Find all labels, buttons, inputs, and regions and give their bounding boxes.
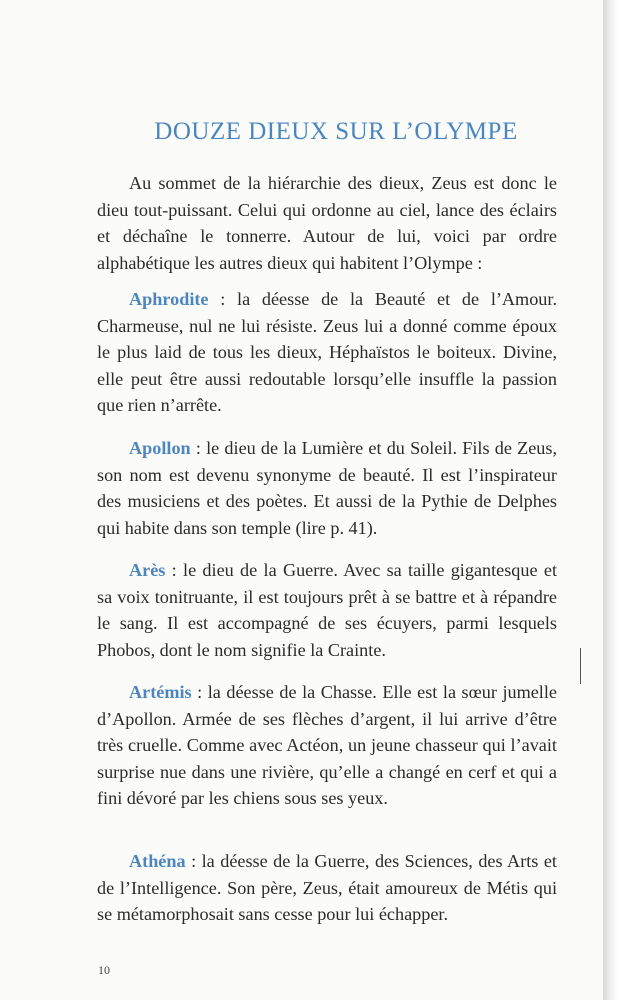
god-description: : la déesse de la Chasse. Elle est la sœur jumelle d’Apollon. Armée de ses flèches d’argent, il lui arrive d’être très cruelle. Comme avec Actéon, un jeune chasseur qui l’avait surprise nue dans une rivière, qu’elle a changé en cerf et qui a fini dévoré par les chiens sous ses yeux.: [97, 682, 557, 808]
god-name: Apollon: [129, 438, 191, 458]
god-name: Athéna: [129, 851, 186, 871]
god-entry-ares: [97, 557, 557, 663]
god-name: Aphrodite: [129, 289, 209, 309]
god-name: Artémis: [129, 682, 192, 702]
god-description: : la déesse de la Beauté et de l’Amour. Charmeuse, nul ne lui résiste. Zeus lui a donné comme époux le plus laid de tous les dieux, Héphaïstos le boiteux. Divine, elle peut être aussi redoutable lorsqu’elle insuffle la passion que rien n’arrête.: [97, 289, 557, 415]
god-entry-artemis: [97, 679, 557, 812]
god-description: : la déesse de la Guerre, des Sciences, des Arts et de l’Intelligence. Son père, Zeus, était amoureux de Métis qui se métamorphosait sans cesse pour lui échapper.: [97, 851, 557, 924]
god-description: : le dieu de la Guerre. Avec sa taille gigantesque et sa voix tonitruante, il est toujours prêt à se battre et à répandre le sang. Il est accompagné de ses écuyers, parmi lesquels Phobos, dont le nom signifie la Crainte.: [97, 560, 557, 660]
page-number: 10: [98, 963, 110, 977]
god-entry-aphrodite: [97, 286, 557, 419]
god-entry-athena: [97, 848, 557, 928]
page-edge-shadow: [603, 0, 618, 1000]
intro-text: Au sommet de la hiérarchie des dieux, Zeus est donc le dieu tout-puissant. Celui qui ordonne au ciel, lance des éclairs et déchaîne le tonnerre. Autour de lui, voici par ordre alphabétique les autres dieux qui habitent l’Olympe :: [97, 173, 557, 273]
page-title: DOUZE DIEUX SUR L’OLYMPE: [154, 118, 518, 145]
margin-mark: [580, 648, 581, 684]
god-name: Arès: [129, 560, 166, 580]
god-entry-apollon: [97, 435, 557, 541]
god-description: : le dieu de la Lumière et du Soleil. Fils de Zeus, son nom est devenu synonyme de beauté. Il est l’inspirateur des musiciens et des poètes. Et aussi de la Pythie de Delphes qui habite dans son temple (lire p. 41).: [97, 438, 557, 538]
intro-paragraph: [97, 170, 557, 276]
